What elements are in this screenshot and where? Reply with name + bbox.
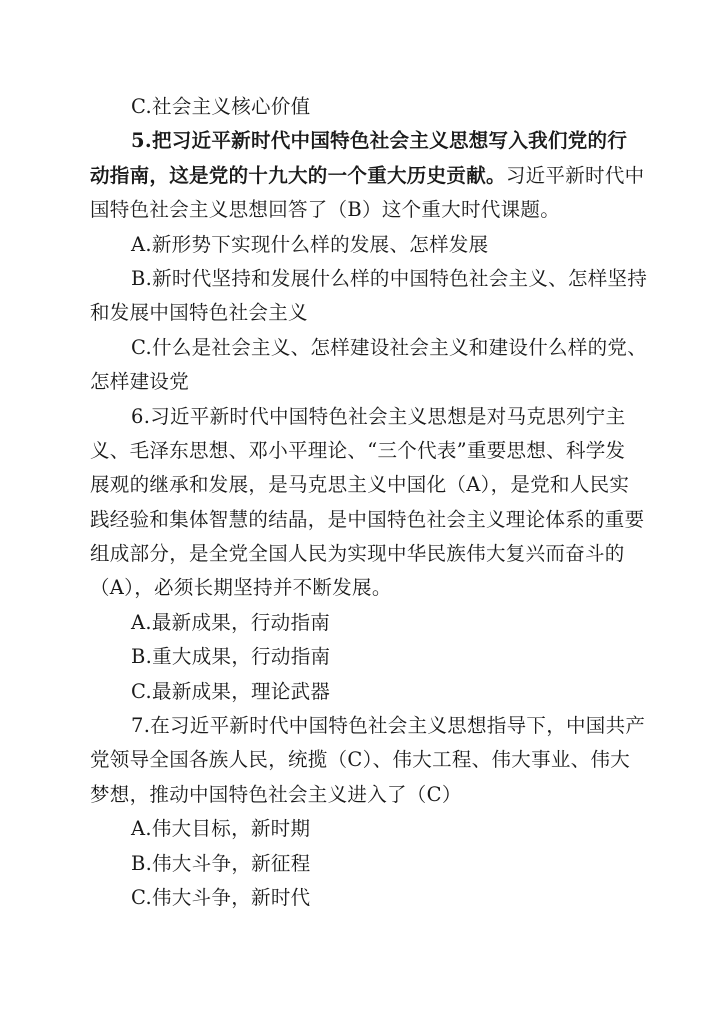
q6-option-a: A.最新成果，行动指南: [131, 610, 331, 634]
q6-question-line-6: （A），必须长期坚持并不断发展。: [90, 576, 392, 600]
q6-option-c: C.最新成果，理论武器: [131, 679, 331, 703]
q7-question-line-1: 7.在习近平新时代中国特色社会主义思想指导下，中国共产: [131, 714, 646, 738]
q7-option-a: A.伟大目标，新时期: [131, 817, 311, 841]
q4-option-c: C.社会主义核心价值: [131, 95, 311, 118]
q5-question-line-2: [90, 159, 645, 193]
q5-option-a: A.新形势下实现什么样的发展、怎样发展: [131, 232, 489, 256]
q7-option-b: B.伟大斗争，新征程: [131, 851, 311, 875]
q5-option-b-line-2: 和发展中国特色社会主义: [90, 301, 308, 325]
q5-question-line-2-bold: 动指南，这是党的十九大的一个重大历史贡献。: [90, 163, 506, 187]
q5-option-c-line-2: 怎样建设党: [90, 370, 190, 394]
q6-option-b: B.重大成果，行动指南: [131, 645, 331, 669]
q5-option-c-line-1: C.什么是社会主义、怎样建设社会主义和建设什么样的党、: [131, 335, 648, 359]
q6-question-line-1: 6.习近平新时代中国特色社会主义思想是对马克思列宁主: [131, 404, 626, 428]
q6-question-line-5: 组成部分，是全党全国人民为实现中华民族伟大复兴而奋斗的: [90, 542, 625, 566]
q5-option-b-line-1: B.新时代坚持和发展什么样的中国特色社会主义、怎样坚持: [131, 266, 648, 290]
q6-question-line-3: 展观的继承和发展，是马克思主义中国化（A），是党和人民实: [90, 473, 630, 497]
q5-question-line-2-normal: 习近平新时代中: [505, 163, 645, 187]
q7-option-c: C.伟大斗争，新时代: [131, 885, 311, 909]
q7-question-line-3: 梦想，推动中国特色社会主义进入了（C）: [90, 782, 462, 806]
q6-question-line-4: 践经验和集体智慧的结晶，是中国特色社会主义理论体系的重要: [90, 507, 645, 531]
q7-question-line-2: 党领导全国各族人民，统揽（C）、伟大工程、伟大事业、伟大: [90, 748, 631, 772]
document-body: [90, 90, 648, 915]
q5-question-line-1: 5.把习近平新时代中国特色社会主义思想写入我们党的行: [131, 129, 628, 153]
q5-question-line-3: 国特色社会主义思想回答了（B）这个重大时代课题。: [90, 198, 561, 222]
q6-question-line-2: 义、毛泽东思想、邓小平理论、“三个代表”重要思想、科学发: [90, 438, 626, 462]
